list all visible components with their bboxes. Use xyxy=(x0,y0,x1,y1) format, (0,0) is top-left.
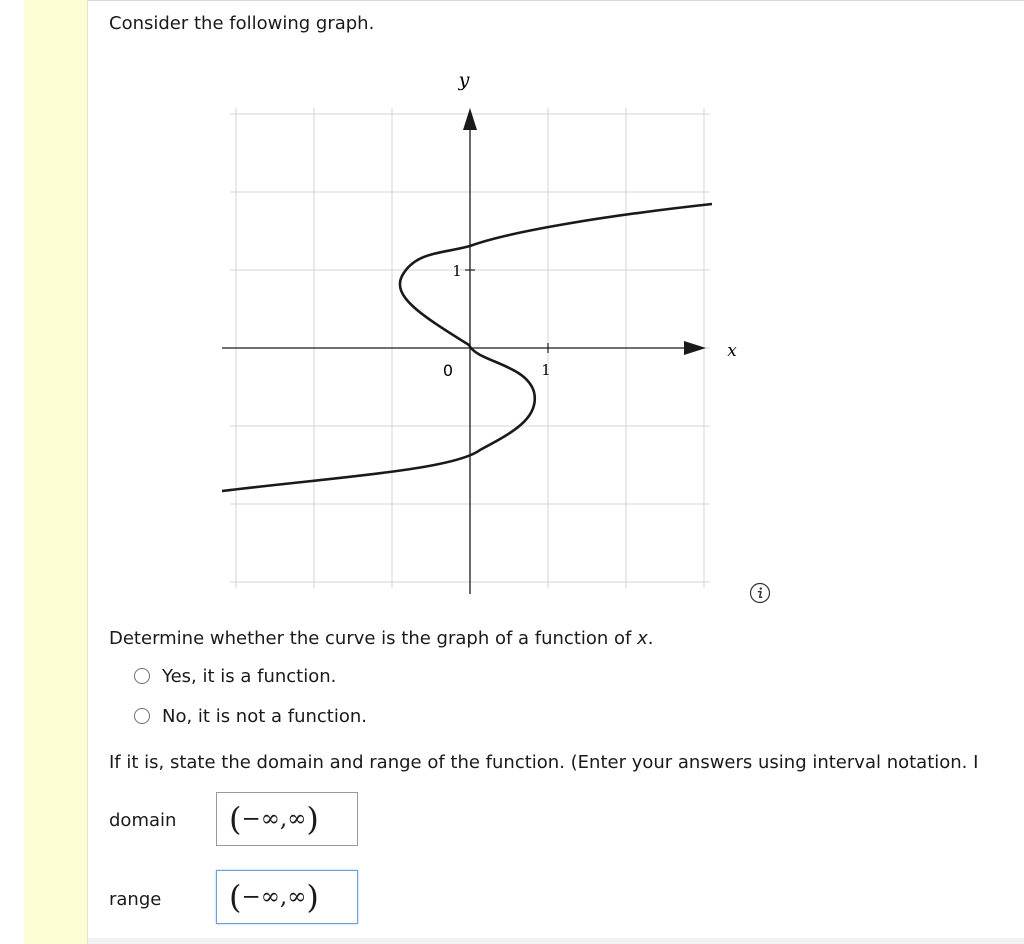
x-tick-label: 1 xyxy=(541,361,551,379)
determine-period: . xyxy=(647,628,654,649)
domain-close-paren: ) xyxy=(306,800,319,838)
radio-yes[interactable] xyxy=(134,668,150,684)
origin-label: 0 xyxy=(442,361,454,380)
range-value: −∞,∞ xyxy=(241,883,307,910)
info-icon[interactable] xyxy=(749,582,771,604)
determine-text: Determine whether the curve is the graph of a function of xyxy=(109,628,638,649)
range-open-paren: ( xyxy=(229,878,242,916)
top-divider xyxy=(88,0,1024,1)
option-no-label[interactable]: No, it is not a function. xyxy=(162,706,368,727)
y-tick-label: 1 xyxy=(452,262,462,280)
function-graph xyxy=(212,64,742,600)
domain-label: domain xyxy=(109,810,177,831)
range-label: range xyxy=(109,889,162,910)
determine-variable: x xyxy=(637,628,648,649)
radio-no[interactable] xyxy=(134,708,150,724)
instruction-text: If it is, state the domain and range of the function. (Enter your answers using interval notation. I xyxy=(109,752,979,773)
y-axis-label: y xyxy=(458,69,470,91)
option-yes-label[interactable]: Yes, it is a function. xyxy=(162,666,337,687)
bottom-divider xyxy=(88,938,1024,944)
range-close-paren: ) xyxy=(306,878,319,916)
range-input[interactable] xyxy=(216,870,358,924)
domain-open-paren: ( xyxy=(229,800,242,838)
domain-value: −∞,∞ xyxy=(241,805,307,832)
question-prompt: Consider the following graph. xyxy=(109,13,375,34)
x-axis-label: x xyxy=(727,341,737,361)
determine-question xyxy=(109,628,653,650)
left-margin-bar xyxy=(24,0,88,944)
y-axis-arrow xyxy=(463,108,477,130)
domain-input[interactable] xyxy=(216,792,358,846)
graph-axes xyxy=(222,108,706,594)
x-axis-arrow xyxy=(684,341,706,355)
